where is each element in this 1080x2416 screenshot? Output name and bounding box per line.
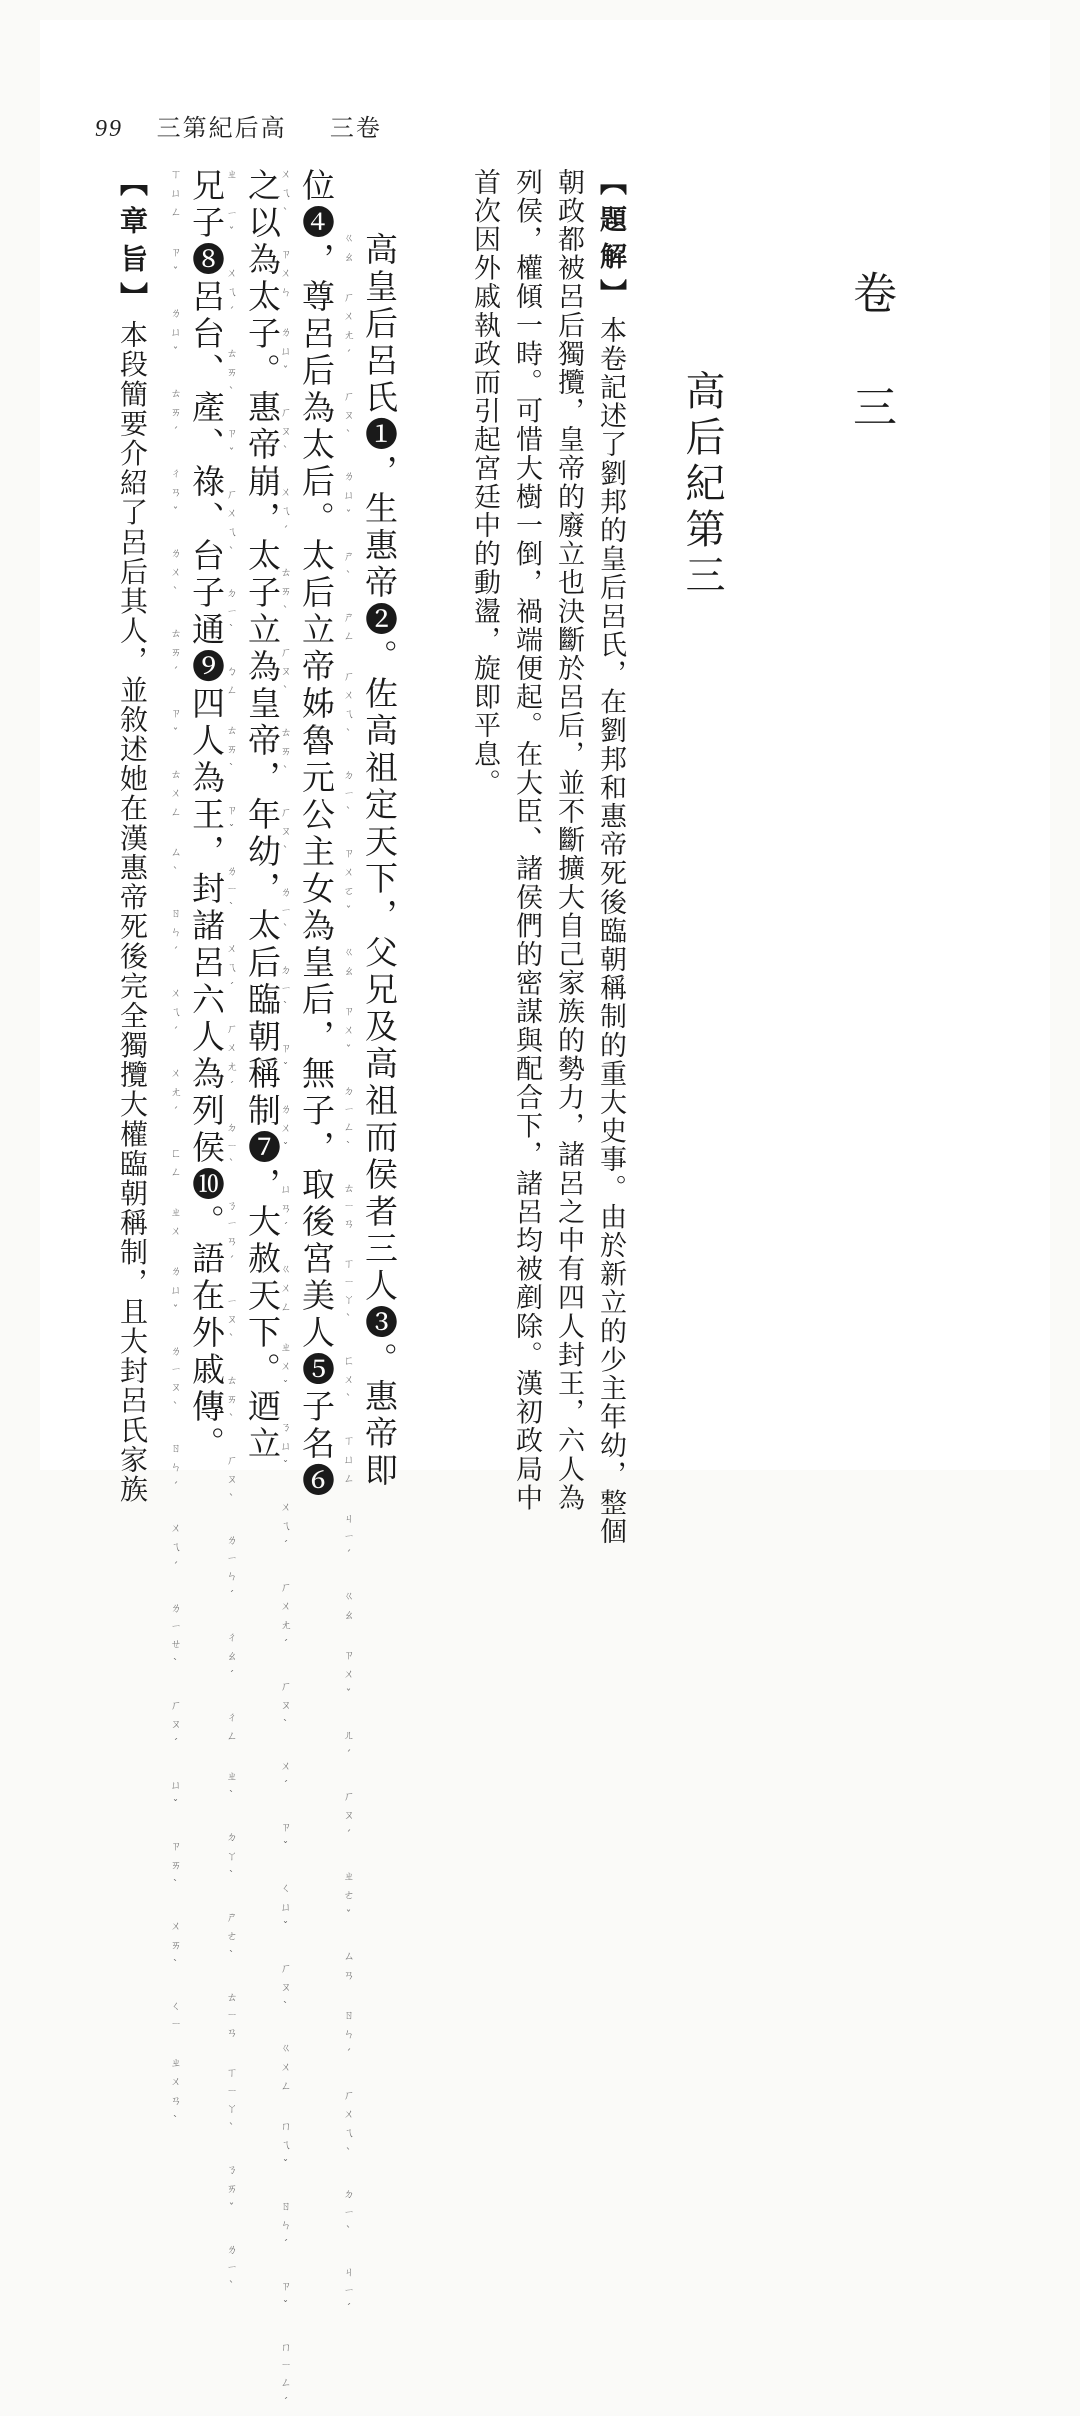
- volume-title: 卷三: [845, 270, 896, 498]
- zhuyin-line-4: ㄒㄩㄥ ㄗˇ ㄌㄩˇ ㄊㄞˊ ㄔㄢˇ ㄌㄨˋ ㄊㄞˊ ㄗˇ ㄊㄨㄥ ㄙˋ ㄖㄣˊ ㄨㄟˊ ㄨㄤˊ ㄈㄥ ㄓㄨ ㄌㄩˇ ㄌㄧㄡˋ ㄖㄣˊ ㄨㄟˊ ㄌㄧㄝˋ ㄏㄡˊ ㄩˇ ㄗㄞˋ ㄨㄞˋ ㄑㄧ ㄓㄨㄢˋ: [169, 168, 182, 2135]
- zhangzhi-label: 【章旨】: [116, 168, 149, 320]
- tijie-text-1: 本卷記述了劉邦的皇后呂氏，在劉邦和惠帝死後臨朝稱制的重大史事。由於新立的少主年幼，整個: [595, 316, 626, 1546]
- zhangzhi-text: 本段簡要介紹了呂后其人，並敘述她在漢惠帝死後完全獨攬大權臨朝稱制，且大封呂氏家族: [116, 320, 149, 1504]
- main-text-line-1: 高皇后呂氏❶，生惠帝❷。佐高祖定天下，父兄及高祖而侯者三人❸。惠帝即: [360, 232, 399, 1490]
- tijie-line-3: 列侯，權傾一時。可惜大樹一倒，禍端便起。在大臣、諸侯們的密謀與配合下，諸呂均被剷除。漢初政局中: [511, 168, 542, 1513]
- tijie-line-1: [595, 168, 626, 1546]
- main-text-line-4: 兄子❽呂台、產、祿、台子通❾四人為王，封諸呂六人為列侯❿。語在外戚傳。: [187, 168, 226, 1463]
- zhuyin-line-1: ㄍㄠ ㄏㄨㄤˊ ㄏㄡˋ ㄌㄩˇ ㄕˋ ㄕㄥ ㄏㄨㄟˋ ㄉㄧˋ ㄗㄨㄛˇ ㄍㄠ ㄗㄨˇ ㄉㄧㄥˋ ㄊㄧㄢ ㄒㄧㄚˋ ㄈㄨˋ ㄒㄩㄥ ㄐㄧˊ ㄍㄠ ㄗㄨˇ ㄦˊ ㄏㄡˊ ㄓㄜˇ ㄙㄢ ㄖㄣˊ ㄏㄨㄟˋ ㄉㄧˋ ㄐㄧˊ: [342, 232, 355, 2323]
- running-volume: 三卷: [329, 114, 382, 142]
- chapter-title: 高后紀第三: [679, 370, 725, 600]
- main-text-line-2: 位❹，尊呂后為太后。太后立帝姊魯元公主女為皇后，無子，取後宮美人❺子名❻: [297, 168, 336, 1500]
- zhuyin-line-3: ㄓ ㄧˇ ㄨㄟˊ ㄊㄞˋ ㄗˇ ㄏㄨㄟˋ ㄉㄧˋ ㄅㄥ ㄊㄞˋ ㄗˇ ㄌㄧˋ ㄨㄟˊ ㄏㄨㄤˊ ㄉㄧˋ ㄋㄧㄢˊ ㄧㄡˋ ㄊㄞˋ ㄏㄡˋ ㄌㄧㄣˊ ㄔㄠˊ ㄔㄥ ㄓˋ ㄉㄚˋ ㄕㄜˋ ㄊㄧㄢ ㄒㄧㄚˋ ㄋㄞˇ ㄌㄧˋ: [225, 168, 238, 2301]
- zhuyin-line-2: ㄨㄟˋ ㄗㄨㄣ ㄌㄩˇ ㄏㄡˋ ㄨㄟˊ ㄊㄞˋ ㄏㄡˋ ㄊㄞˋ ㄏㄡˋ ㄌㄧˋ ㄉㄧˋ ㄗˇ ㄌㄨˇ ㄩㄢˊ ㄍㄨㄥ ㄓㄨˇ ㄋㄩˇ ㄨㄟˊ ㄏㄨㄤˊ ㄏㄡˋ ㄨˊ ㄗˇ ㄑㄩˇ ㄏㄡˋ ㄍㄨㄥ ㄇㄟˇ ㄖㄣˊ ㄗˇ ㄇㄧㄥˊ: [279, 168, 292, 2416]
- tijie-label: 【題解】: [595, 168, 626, 316]
- tijie-line-4: 首次因外戚執政而引起宮廷中的動盪，旋即平息。: [469, 168, 500, 798]
- tijie-line-2: 朝政都被呂后獨攬，皇帝的廢立也決斷於呂后，並不斷擴大自己家族的勢力，諸呂之中有四人封王，六人為: [553, 168, 584, 1513]
- zhangzhi-line-1: [116, 168, 149, 1504]
- main-text-line-3: 之以為太子。惠帝崩，太子立為皇帝，年幼，太后臨朝稱制❼，大赦天下。迺立: [243, 168, 282, 1463]
- running-header: [95, 108, 382, 144]
- page-number: 99: [95, 116, 123, 142]
- running-title: 三第紀后高: [156, 114, 287, 142]
